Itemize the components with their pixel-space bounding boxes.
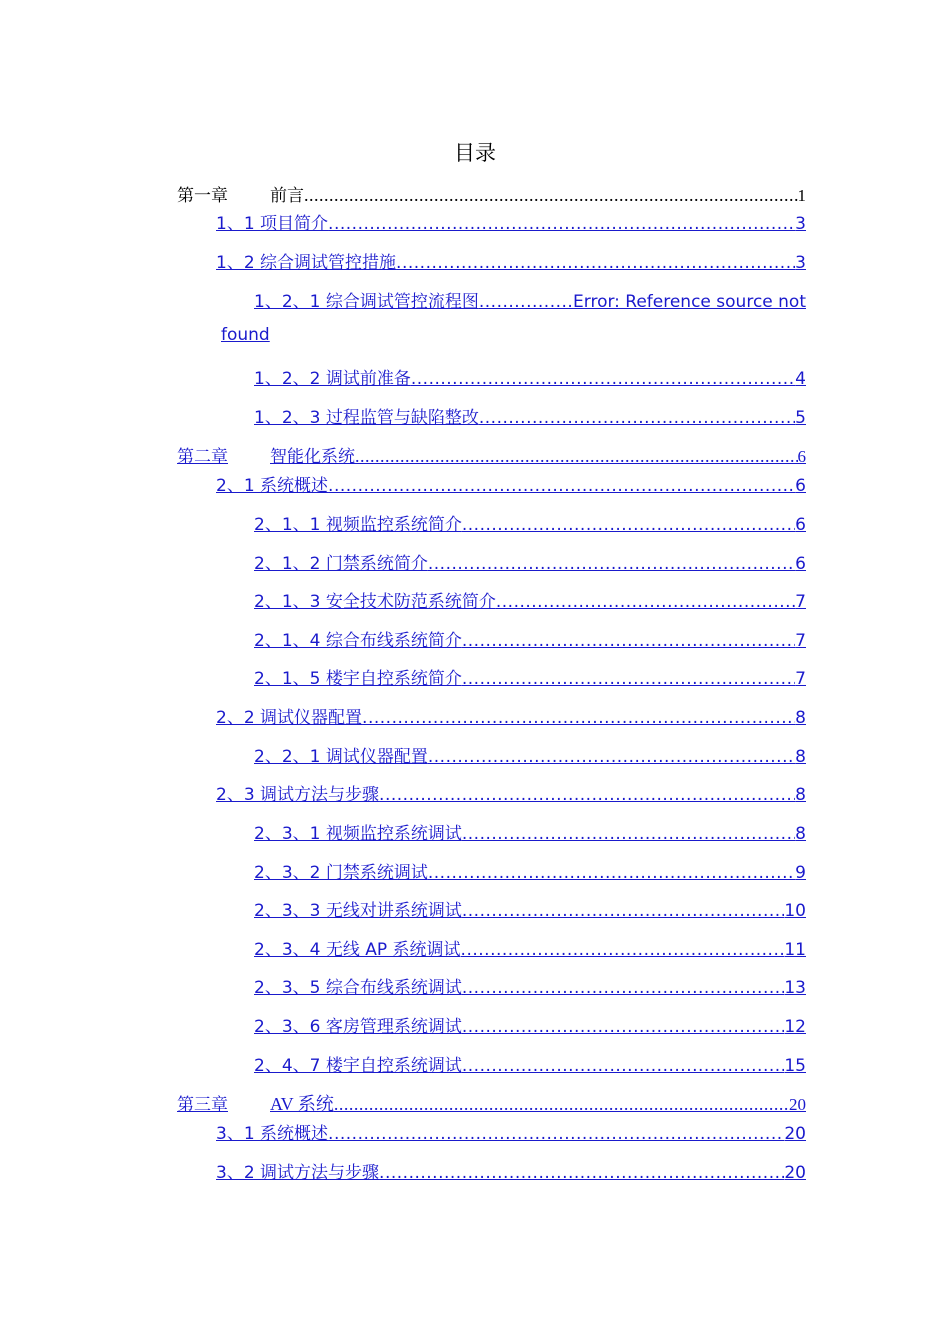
toc-entry[interactable]: [216, 1158, 806, 1183]
dot-leader: [462, 631, 795, 651]
page-number: 6: [797, 447, 806, 466]
page-number: 8: [795, 747, 806, 767]
dot-leader: [328, 476, 795, 496]
toc-chapter-entry[interactable]: [177, 442, 806, 468]
page-number: 1: [797, 186, 806, 205]
dot-leader: [379, 1163, 784, 1183]
toc-entry-label: 2、4、7 楼宇自控系统调试: [254, 1056, 462, 1076]
dot-leader: [355, 446, 798, 468]
page-number: 10: [784, 901, 806, 921]
page-number: 20: [784, 1163, 806, 1183]
dot-leader: [462, 515, 795, 535]
toc-entry[interactable]: [254, 587, 806, 612]
dot-leader: [462, 901, 785, 921]
toc-entry[interactable]: [254, 742, 806, 767]
toc-chapter-entry[interactable]: [177, 1090, 806, 1116]
toc-entry[interactable]: [254, 549, 806, 574]
dot-leader: [428, 747, 795, 767]
toc-entry-label: 3、2 调试方法与步骤: [216, 1163, 380, 1183]
toc-entry[interactable]: [254, 287, 806, 312]
page-number: 4: [795, 369, 806, 389]
toc-entry-label: 2、2、1 调试仪器配置: [254, 747, 428, 767]
dot-leader: [462, 978, 785, 998]
chapter-title: 智能化系统: [270, 447, 355, 467]
toc-entry-continuation[interactable]: found: [221, 325, 270, 345]
toc-entry[interactable]: [216, 209, 806, 234]
page-number: 15: [784, 1056, 806, 1076]
toc-entry-label: 2、1、3 安全技术防范系统简介: [254, 592, 496, 612]
dot-leader: [462, 1017, 785, 1037]
page-number: 7: [795, 631, 806, 651]
toc-chapter-entry: [177, 181, 806, 207]
toc-entry-label: 1、2、2 调试前准备: [254, 369, 411, 389]
page-number: 20: [784, 1124, 806, 1144]
toc-entry[interactable]: [254, 364, 806, 389]
dot-leader: [428, 554, 795, 574]
toc-title: 目录: [454, 141, 496, 165]
dot-leader: [362, 708, 795, 728]
dot-leader: [496, 592, 795, 612]
dot-leader: [479, 292, 573, 312]
toc-entry-label: 1、2、1 综合调试管控流程图: [254, 292, 479, 312]
toc-entry-label: 2、2 调试仪器配置: [216, 708, 363, 728]
toc-entry[interactable]: [254, 510, 806, 535]
toc-entry-label: 2、3、3 无线对讲系统调试: [254, 901, 462, 921]
toc-entry-label: 2、1、2 门禁系统简介: [254, 554, 428, 574]
chapter-number: 第三章: [177, 1095, 228, 1115]
toc-entry[interactable]: [254, 403, 806, 428]
page-number: Error: Reference source not: [573, 292, 806, 312]
dot-leader: [304, 185, 798, 207]
toc-entry[interactable]: [254, 819, 806, 844]
chapter-title: 前言: [270, 186, 304, 206]
page-number: 11: [784, 940, 806, 960]
page-number: 3: [795, 214, 806, 234]
toc-entry[interactable]: [216, 703, 806, 728]
toc-entry-label: 2、3、6 客房管理系统调试: [254, 1017, 462, 1037]
dot-leader: [396, 253, 795, 273]
page-number: 6: [795, 554, 806, 574]
dot-leader: [411, 369, 795, 389]
toc-entry-label: 3、1 系统概述: [216, 1124, 329, 1144]
toc-entry[interactable]: [254, 935, 806, 960]
dot-leader: [461, 940, 785, 960]
toc-entry-label: 2、3、1 视频监控系统调试: [254, 824, 462, 844]
toc-entry-label: 2、1、5 楼宇自控系统简介: [254, 669, 462, 689]
page-number: 12: [784, 1017, 806, 1037]
dot-leader: [479, 408, 795, 428]
chapter-number: 第一章: [177, 186, 228, 206]
page-number: 8: [795, 708, 806, 728]
toc-entry-label: 2、3、2 门禁系统调试: [254, 863, 428, 883]
page-number: 7: [795, 592, 806, 612]
dot-leader: [462, 824, 795, 844]
page-number: 13: [784, 978, 806, 998]
toc-entry-label: 2、3、4 无线 AP 系统调试: [254, 940, 461, 960]
dot-leader: [379, 785, 795, 805]
dot-leader: [328, 214, 795, 234]
toc-entry-label: 2、1 系统概述: [216, 476, 329, 496]
dot-leader: [334, 1094, 789, 1116]
page-number: 6: [795, 476, 806, 496]
toc-entry[interactable]: [216, 471, 806, 496]
dot-leader: [428, 863, 795, 883]
toc-entry[interactable]: [216, 248, 806, 273]
dot-leader: [462, 1056, 785, 1076]
toc-entry[interactable]: [254, 896, 806, 921]
page-number: 6: [795, 515, 806, 535]
toc-entry[interactable]: [254, 1012, 806, 1037]
chapter-title: AV 系统: [270, 1094, 334, 1114]
toc-entry[interactable]: [254, 858, 806, 883]
toc-entry[interactable]: [254, 1051, 806, 1076]
toc-entry[interactable]: [254, 626, 806, 651]
toc-entry-label: 2、1、4 综合布线系统简介: [254, 631, 462, 651]
toc-entry[interactable]: [254, 973, 806, 998]
toc-entry-label: 2、3 调试方法与步骤: [216, 785, 380, 805]
toc-entry-label: 2、1、1 视频监控系统简介: [254, 515, 462, 535]
page-number: 9: [795, 863, 806, 883]
page-number: 8: [795, 824, 806, 844]
page-number: 7: [795, 669, 806, 689]
toc-entry-label: 1、2 综合调试管控措施: [216, 253, 397, 273]
toc-entry-label: 1、2、3 过程监管与缺陷整改: [254, 408, 479, 428]
page-number: 8: [795, 785, 806, 805]
page-number: 5: [795, 408, 806, 428]
page-number: 3: [795, 253, 806, 273]
page-number: 20: [789, 1095, 806, 1114]
toc-entry[interactable]: [254, 664, 806, 689]
toc-entry[interactable]: [216, 780, 806, 805]
toc-entry[interactable]: [216, 1119, 806, 1144]
chapter-number: 第二章: [177, 447, 228, 467]
dot-leader: [328, 1124, 784, 1144]
dot-leader: [462, 669, 795, 689]
toc-entry-label: 2、3、5 综合布线系统调试: [254, 978, 462, 998]
toc-entry-label: 1、1 项目简介: [216, 214, 329, 234]
